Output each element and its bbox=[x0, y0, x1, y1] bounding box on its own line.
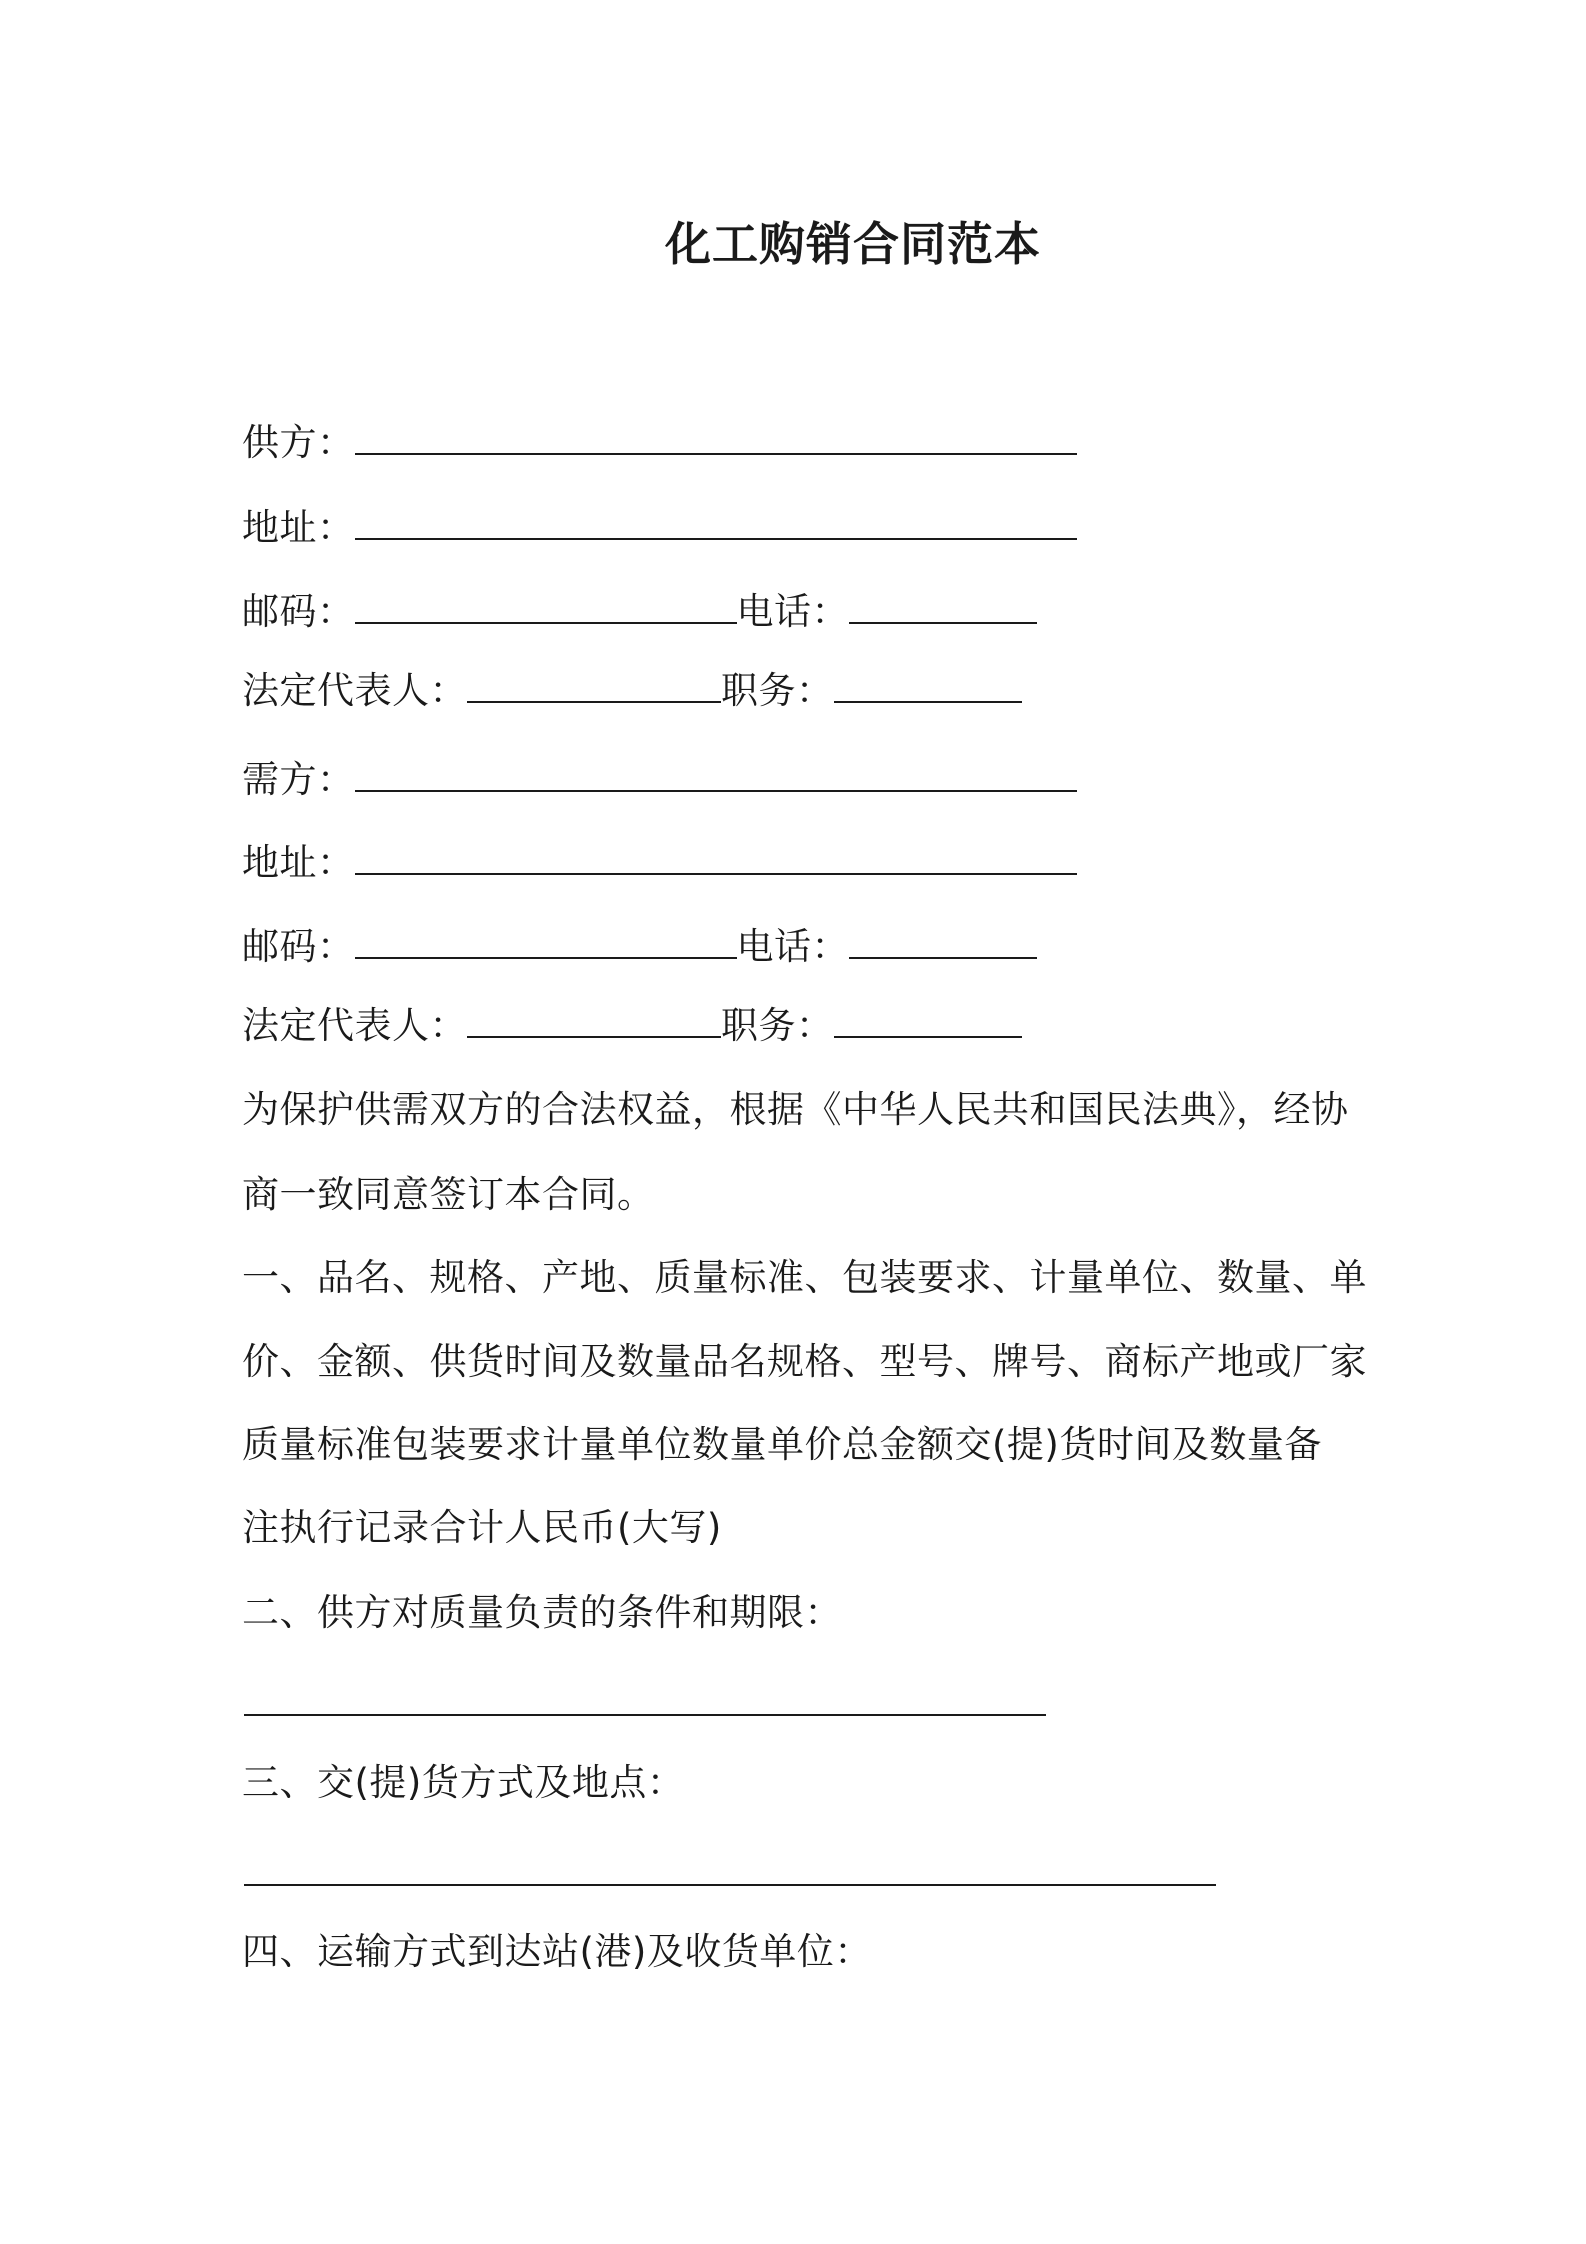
document-title: 化工购销合同范本 bbox=[665, 217, 1041, 271]
buyer-address-blank[interactable] bbox=[355, 837, 1077, 875]
buyer-position-label: 职务： bbox=[721, 1004, 834, 1047]
clause1-line-3: 质量标准包装要求计量单位数量单价总金额交(提)货时间及数量备 bbox=[242, 1423, 1322, 1466]
supplier-phone-blank[interactable] bbox=[849, 586, 1037, 624]
supplier-address-blank[interactable] bbox=[355, 502, 1077, 540]
clause1-line-1: 一、品名、规格、产地、质量标准、包装要求、计量单位、数量、单 bbox=[242, 1256, 1367, 1299]
supplier-zip-phone-row bbox=[242, 586, 1037, 637]
preamble-line-2: 商一致同意签订本合同。 bbox=[242, 1173, 655, 1216]
preamble-line-1: 为保护供需双方的合法权益，根据《中华人民共和国民法典》，经协 bbox=[242, 1088, 1349, 1131]
clause4-heading: 四、运输方式到达站(港)及收货单位： bbox=[242, 1930, 872, 1973]
supplier-address-row bbox=[242, 502, 1077, 553]
buyer-rep-label: 法定代表人： bbox=[242, 1004, 467, 1047]
supplier-rep-blank[interactable] bbox=[467, 665, 721, 703]
buyer-address-label: 地址： bbox=[242, 841, 355, 884]
buyer-rep-blank[interactable] bbox=[467, 1000, 721, 1038]
clause2-blank[interactable] bbox=[244, 1714, 1046, 1716]
buyer-party-label: 需方： bbox=[242, 758, 355, 801]
buyer-zip-blank[interactable] bbox=[355, 921, 737, 959]
clause2-heading: 二、供方对质量负责的条件和期限： bbox=[242, 1591, 842, 1634]
buyer-address-row bbox=[242, 837, 1077, 888]
supplier-phone-label: 电话： bbox=[736, 590, 849, 633]
supplier-party-label: 供方： bbox=[242, 421, 355, 464]
buyer-rep-row bbox=[242, 1000, 1022, 1051]
buyer-party-row bbox=[242, 754, 1077, 805]
supplier-position-label: 职务： bbox=[721, 669, 834, 712]
buyer-zip-label: 邮码： bbox=[242, 925, 355, 968]
supplier-address-label: 地址： bbox=[242, 506, 355, 549]
clause3-heading: 三、交(提)货方式及地点： bbox=[242, 1761, 685, 1804]
supplier-position-blank[interactable] bbox=[834, 665, 1022, 703]
supplier-zip-label: 邮码： bbox=[242, 590, 355, 633]
clause1-line-4: 注执行记录合计人民币(大写) bbox=[242, 1506, 722, 1549]
buyer-zip-phone-row bbox=[242, 921, 1037, 972]
buyer-position-blank[interactable] bbox=[834, 1000, 1022, 1038]
supplier-party-blank[interactable] bbox=[355, 417, 1077, 455]
supplier-zip-blank[interactable] bbox=[355, 586, 737, 624]
clause1-line-2: 价、金额、供货时间及数量品名规格、型号、牌号、商标产地或厂家 bbox=[242, 1340, 1367, 1383]
clause3-blank[interactable] bbox=[244, 1884, 1216, 1886]
supplier-party-row bbox=[242, 417, 1077, 468]
buyer-phone-blank[interactable] bbox=[849, 921, 1037, 959]
supplier-rep-label: 法定代表人： bbox=[242, 669, 467, 712]
supplier-rep-row bbox=[242, 665, 1022, 716]
buyer-phone-label: 电话： bbox=[736, 925, 849, 968]
buyer-party-blank[interactable] bbox=[355, 754, 1077, 792]
